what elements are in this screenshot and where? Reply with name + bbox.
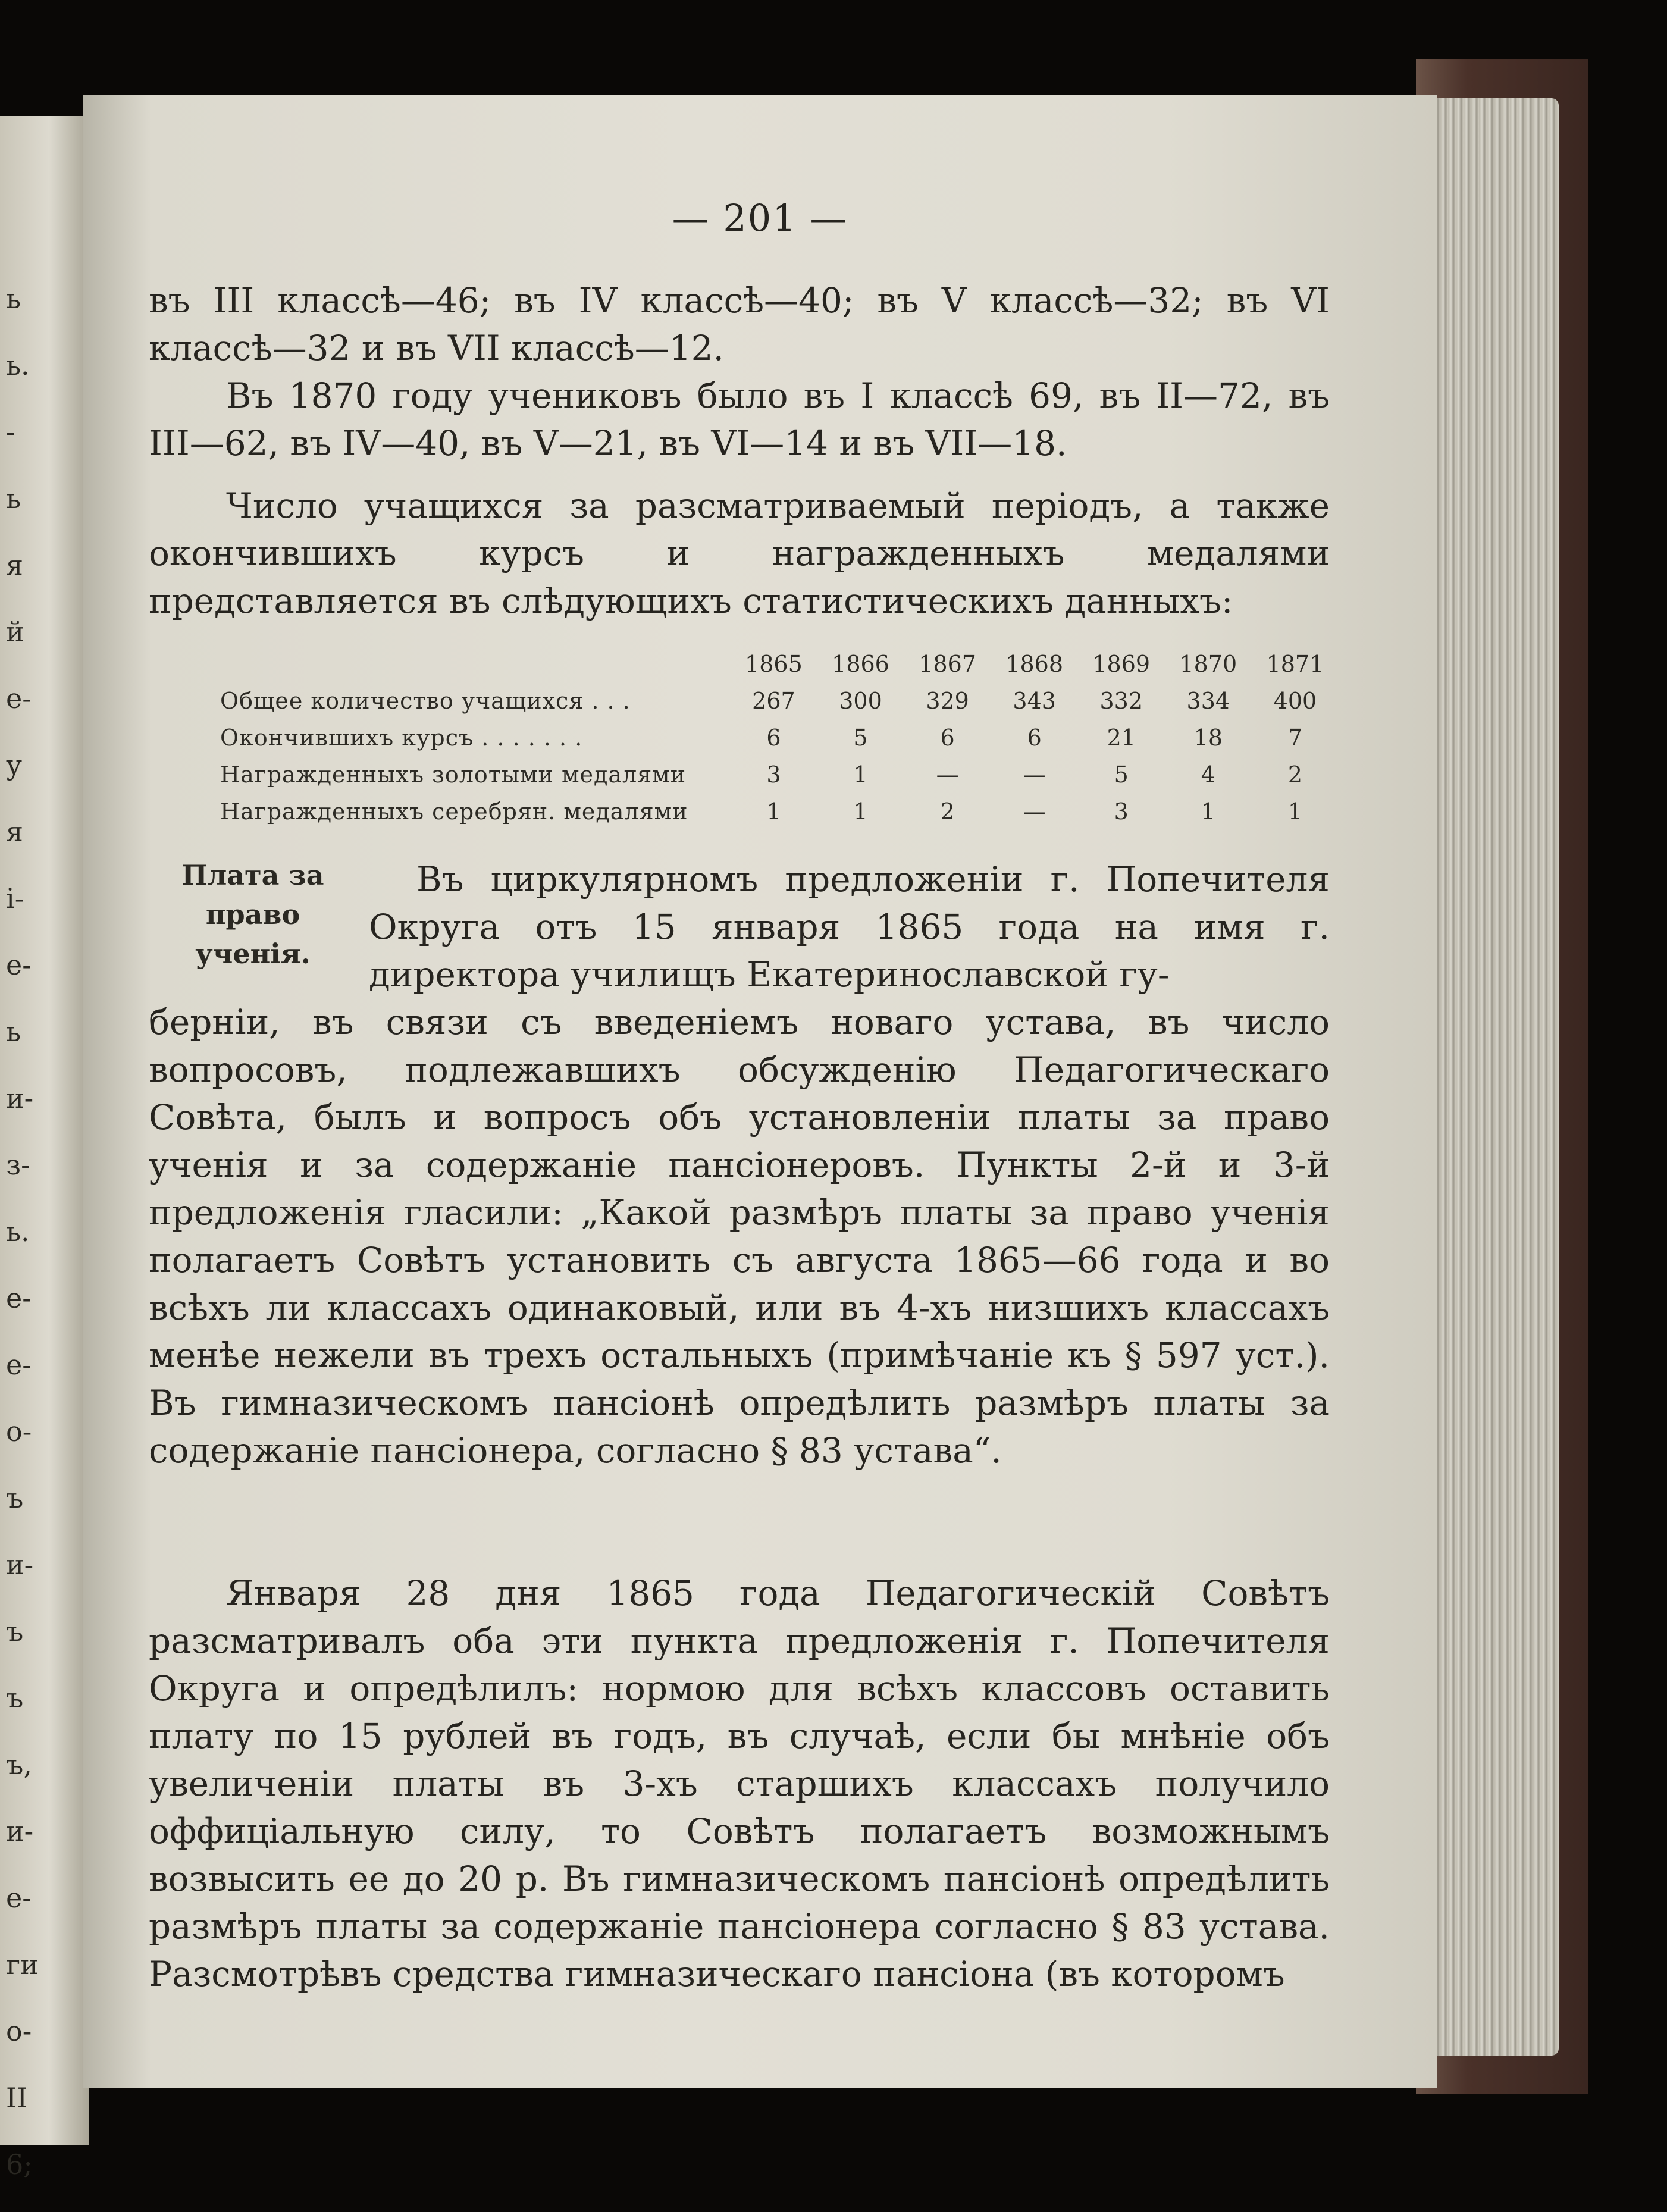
table-cell: 6	[940, 725, 955, 751]
table-header-row	[220, 646, 1339, 682]
left-page-fragment: ъ	[6, 1482, 24, 1514]
table-cell: 5	[853, 725, 868, 751]
table-cell: 334	[1186, 688, 1230, 714]
table-row	[220, 719, 1339, 756]
left-page-fragment: ъ,	[6, 1749, 32, 1781]
table-cell: 267	[752, 688, 795, 714]
left-page-fragment: и-	[6, 1082, 34, 1114]
table-cell: 6	[766, 725, 781, 751]
statistics-table	[220, 646, 1339, 830]
row-label: Окончившихъ курсъ . . . . . . .	[220, 725, 583, 751]
table-cell: 3	[766, 762, 781, 788]
marginal-heading: Плата за право ученія.	[181, 859, 324, 970]
table-cell: —	[936, 762, 959, 788]
row-label: Награжденныхъ серебрян. медалями	[220, 798, 688, 825]
year-header: 1871	[1266, 651, 1324, 677]
left-page-fragment: я	[6, 816, 24, 848]
table-cell: —	[1023, 762, 1046, 788]
left-page-fragment: у	[6, 749, 23, 781]
table-cell: 2	[1287, 762, 1303, 788]
table-corner	[220, 646, 730, 682]
section-lead-paragraph: Въ циркулярномъ предложеніи г. Попечителя Округа отъ 15 января 1865 года на имя г. директора училищъ Екатеринославской гу-	[369, 859, 1330, 995]
left-page-fragment: ги	[6, 1948, 39, 1981]
left-page-fragment: е-	[6, 1349, 32, 1381]
left-page-fragment: ъ	[6, 1682, 24, 1714]
book-page	[83, 95, 1437, 2088]
table-cell: —	[1023, 798, 1046, 825]
left-page-fragment: і-	[6, 882, 24, 914]
table-cell: 1	[766, 798, 781, 825]
paragraph-2: Въ 1870 году учениковъ было въ I классѣ 69, въ II—72, въ III—62, въ IV—40, въ V—21, въ VI—14 и въ VII—18.	[149, 375, 1330, 463]
section-paragraph-2: Января 28 дня 1865 года Педагогическій Совѣтъ разсматривалъ оба эти пункта предложенія г. Попечителя Округа и опредѣлилъ: нормою для всѣхъ классовъ оставить плату по 15 рублей въ годъ, въ случаѣ, если бы мнѣніе объ увеличеніи платы въ 3-хъ старшихъ классахъ получило оффиціальную силу, то Совѣтъ полагаетъ возможнымъ возвысить ее до 20 р. Въ гимназическомъ пансіонѣ опредѣлить размѣръ платы за содержаніе пансіонера согласно § 83 устава. Разсмотрѣвъ средства гимназическаго пансіона (въ которомъ	[149, 1573, 1330, 1994]
table-cell: 343	[1013, 688, 1056, 714]
page-number: — 201 —	[672, 196, 848, 240]
table-cell: 1	[1287, 798, 1303, 825]
left-page-fragment: я	[6, 549, 24, 581]
table-row	[220, 756, 1339, 793]
section-paragraph-1: берніи, въ связи съ введеніемъ новаго устава, въ число вопросовъ, подлежавшихъ обсужденію Педагогическаго Совѣта, былъ и вопросъ объ установленіи платы за право ученія и за содержаніе пансіонеровъ. Пункты 2-й и 3-й предложенія гласили: „Какой размѣръ платы за право ученія полагаетъ Совѣтъ установить съ августа 1865—66 года и во всѣхъ ли классахъ одинаковый, или въ 4-хъ низшихъ классахъ менѣе нежели въ трехъ остальныхъ (примѣчаніе къ § 597 уст.). Въ гимназическомъ пансіонѣ опредѣлить размѣръ платы за содержаніе пансіонера, согласно § 83 устава“.	[149, 1002, 1330, 1471]
table-cell: 18	[1193, 725, 1223, 751]
left-page-fragment: о-	[6, 2015, 32, 2047]
row-label: Общее количество учащихся . . .	[220, 688, 631, 714]
table-cell: 4	[1201, 762, 1215, 788]
left-page-fragment: е-	[6, 682, 32, 715]
left-page-fragment: ъ	[6, 1615, 24, 1647]
left-page-fragment: II	[6, 2082, 28, 2114]
left-page-fragment: о-	[6, 1415, 32, 1447]
year-header: 1866	[832, 651, 889, 677]
table-cell: 1	[853, 762, 868, 788]
table-cell: 329	[926, 688, 969, 714]
table-cell: 7	[1287, 725, 1303, 751]
year-header: 1867	[919, 651, 976, 677]
year-header: 1869	[1092, 651, 1151, 677]
table-cell: 3	[1114, 798, 1129, 825]
left-page-fragment: и-	[6, 1549, 34, 1581]
table-cell: 5	[1114, 762, 1129, 788]
left-page-fragment: е-	[6, 1282, 32, 1314]
left-page-fragment: ь.	[6, 1215, 30, 1248]
table-cell: 332	[1099, 688, 1143, 714]
table-cell: 300	[839, 688, 882, 714]
table-cell: 2	[940, 798, 955, 825]
row-label: Награжденныхъ золотыми медалями	[220, 762, 687, 788]
year-header: 1870	[1179, 651, 1237, 677]
year-header: 1865	[745, 651, 803, 677]
left-page-fragment: ь	[6, 482, 21, 515]
left-page-fragment: е-	[6, 949, 32, 981]
table-cell: 400	[1273, 688, 1317, 714]
paragraph-3: Число учащихся за разсматриваемый періодъ, а также окончившихъ курсъ и награжденныхъ медалями представляется въ слѣдующихъ статистическихъ данныхъ:	[149, 485, 1330, 621]
table-row	[220, 682, 1339, 719]
table-cell: 6	[1027, 725, 1042, 751]
left-page-fragment: е-	[6, 1882, 32, 1914]
table-row	[220, 793, 1339, 830]
left-page-fragment: й	[6, 616, 24, 648]
page-block-edges	[1425, 98, 1559, 2056]
table-cell: 21	[1107, 725, 1136, 751]
left-page-fragment: ь	[6, 283, 21, 315]
year-header: 1868	[1005, 651, 1064, 677]
left-page-fragment: 6;	[6, 2148, 33, 2180]
table-cell: 1	[1201, 798, 1215, 825]
previous-page-sliver	[0, 116, 89, 2180]
left-page-fragment: ь	[6, 1016, 21, 1048]
paragraph-1: въ III классѣ—46; въ IV классѣ—40; въ V классѣ—32; въ VI классѣ—32 и въ VII классѣ—12.	[149, 280, 1330, 368]
left-page-fragment: -	[6, 416, 15, 448]
left-page-fragment: з-	[6, 1149, 30, 1181]
left-page-fragment: ь.	[6, 349, 30, 381]
table-cell: 1	[853, 798, 868, 825]
left-page-fragment: и-	[6, 1815, 34, 1847]
